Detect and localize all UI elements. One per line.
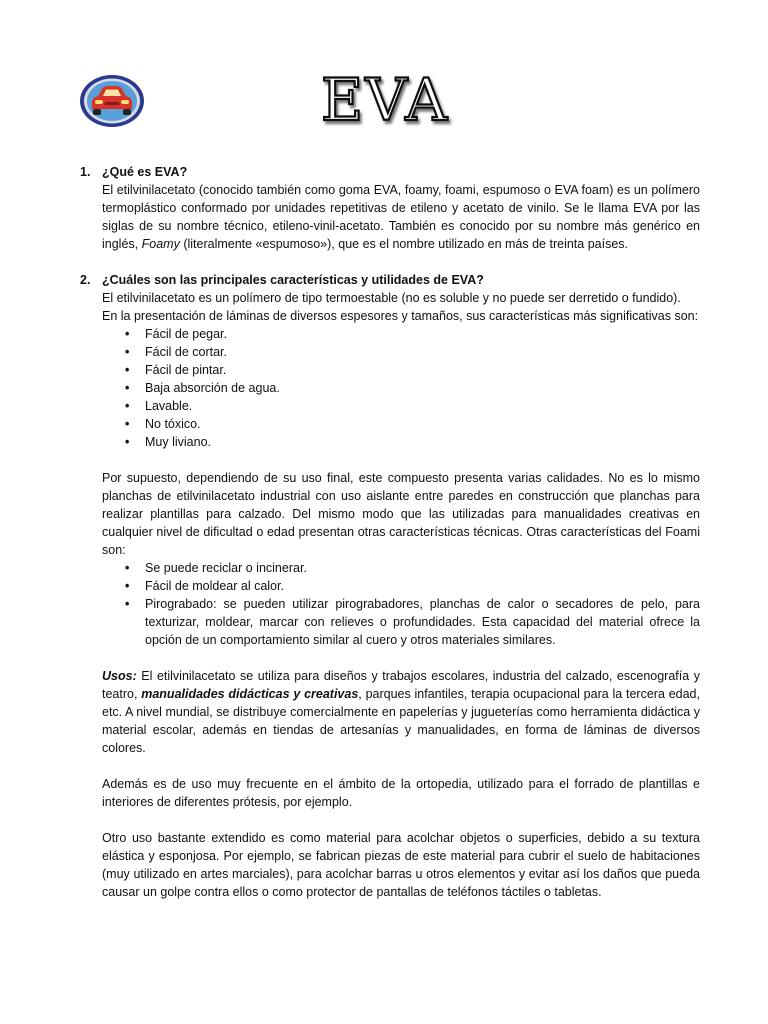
- list-item: • Pirograbado: se pueden utilizar pirograbadores, planchas de calor o secadores de pelo, para texturizar, moldear, marcar con relieves o profundidades. Esta capacidad del material ofrece la opción de un comportamiento similar al cuero y otros materiales similares.: [125, 595, 700, 649]
- qualities-paragraph: Por supuesto, dependiendo de su uso final, este compuesto presenta varias calidades. No es lo mismo planchas de etilvinilacetato industrial con uso aislante entre paredes en construcción que planchas para realizar plantillas para calzado. Del mismo modo que las utilizadas para manualidades creativas en cualquier nivel de dificultad o edad presentan otras características técnicas. Otras características del Foami son:: [102, 471, 700, 557]
- answer-1-paragraph: [102, 181, 700, 253]
- list-item: • Se puede reciclar o incinerar.: [125, 559, 700, 577]
- list-item: • Fácil de cortar.: [125, 343, 700, 361]
- list-item: • No tóxico.: [125, 415, 700, 433]
- list-item: • Fácil de pintar.: [125, 361, 700, 379]
- list-item: • Baja absorción de agua.: [125, 379, 700, 397]
- list-item: • Fácil de pegar.: [125, 325, 700, 343]
- question-1: [80, 163, 700, 181]
- answer-text: El etilvinilacetato (conocido también como goma EVA, foamy, foami, espumoso o EVA foam) es un polímero termoplástico conformado por unidades repetitivas de etileno y acetato de vinilo. Se le llama EVA por las siglas de su nombre técnico, etileno-vinil-acetato. También es conocido por su nombre más genérico en inglés,: [102, 183, 700, 251]
- list-item: • Lavable.: [125, 397, 700, 415]
- features-list: [125, 325, 700, 451]
- features-list-2: [125, 559, 700, 649]
- usos-emphasis: manualidades didácticas y creativas: [141, 687, 359, 701]
- answer-2-features-intro: En la presentación de láminas de diversos espesores y tamaños, sus características más significativas son:: [102, 309, 699, 323]
- answer-italic-term: Foamy: [141, 237, 180, 251]
- list-item: • Fácil de moldear al calor.: [125, 577, 700, 595]
- answer-2-intro: El etilvinilacetato es un polímero de tipo termoestable (no es soluble y no puede ser derretido o fundido).: [102, 291, 681, 305]
- question-2: [80, 271, 700, 289]
- question-number: 2.: [80, 273, 91, 287]
- document-body: [80, 163, 700, 901]
- list-item: • Muy liviano.: [125, 433, 700, 451]
- usos-paragraph: [102, 667, 700, 757]
- question-number: 1.: [80, 165, 91, 179]
- question-text: ¿Cuáles son las principales características y utilidades de EVA?: [102, 273, 484, 287]
- padding-paragraph: Otro uso bastante extendido es como material para acolchar objetos o superficies, debido a su textura elástica y esponjosa. Por ejemplo, se fabrican piezas de este material para cubrir el suelo de habitaciones (muy utilizado en artes marciales), para acolchar barras u otros elementos y evitar así los daños que pueda causar un golpe contra ellos o como protector de pantallas de teléfonos táctiles o tabletas.: [102, 831, 700, 899]
- orthopedics-paragraph: Además es de uso muy frecuente en el ámbito de la ortopedia, utilizado para el forrado de plantillas e interiores de diferentes prótesis, por ejemplo.: [102, 777, 700, 809]
- question-text: ¿Qué es EVA?: [102, 165, 188, 179]
- answer-text-end: (literalmente «espumoso»), que es el nombre utilizado en más de treinta países.: [183, 237, 628, 251]
- usos-text-end: , parques infantiles, terapia ocupacional para la tercera edad, etc. A nivel mundial, se distribuye comercialmente en papelerías y jugueterías como herramienta didáctica y material escolar, además en tiendas de artesanías y manualidades, en forma de láminas de diversos colores.: [102, 687, 700, 755]
- usos-label: Usos:: [102, 669, 137, 683]
- usos-text: El etilvinilacetato se utiliza para diseños y trabajos escolares, industria del calzado, escenografía y teatro,: [102, 669, 700, 701]
- page-title: [300, 58, 470, 138]
- car-badge-icon: [78, 73, 146, 129]
- page-title-text: EVA: [320, 66, 450, 134]
